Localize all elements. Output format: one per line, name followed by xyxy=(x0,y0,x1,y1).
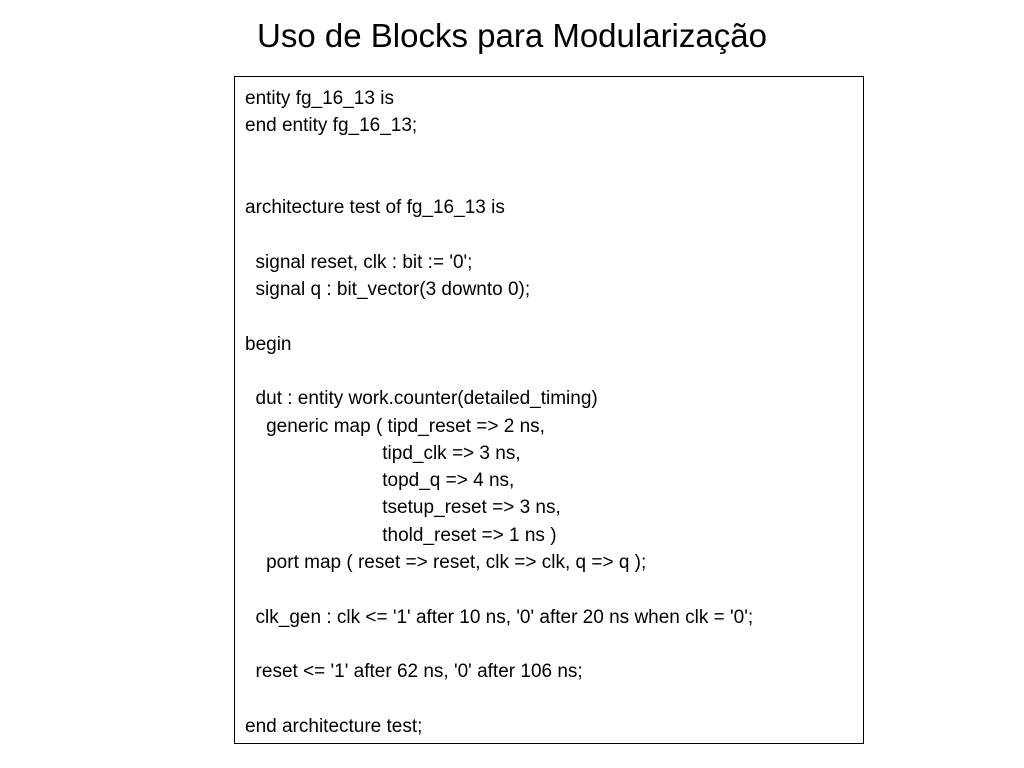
code-line: signal reset, clk : bit := '0'; xyxy=(245,251,473,273)
code-line: reset <= '1' after 62 ns, '0' after 106 ns; xyxy=(245,661,583,683)
code-line xyxy=(245,358,753,385)
code-line xyxy=(245,167,753,194)
code-line: topd_q => 4 ns, xyxy=(245,470,515,492)
code-line: dut : entity work.counter(detailed_timing) xyxy=(245,388,598,410)
code-line: end entity fg_16_13; xyxy=(245,115,418,137)
code-line: generic map ( tipd_reset => 2 ns, xyxy=(245,415,545,437)
code-line: tsetup_reset => 3 ns, xyxy=(245,497,561,519)
code-line: architecture test of fg_16_13 is xyxy=(245,197,505,219)
code-line: thold_reset => 1 ns ) xyxy=(245,524,557,546)
code-line xyxy=(245,221,753,248)
code-line xyxy=(245,631,753,658)
code-line xyxy=(245,576,753,603)
code-line xyxy=(245,686,753,713)
code-line: tipd_clk => 3 ns, xyxy=(245,442,521,464)
code-line: clk_gen : clk <= '1' after 10 ns, '0' after 20 ns when clk = '0'; xyxy=(245,606,754,628)
code-line: end architecture test; xyxy=(245,715,423,737)
code-line xyxy=(245,303,753,330)
code-line: begin xyxy=(245,333,292,355)
code-line xyxy=(245,140,753,167)
code-line: signal q : bit_vector(3 downto 0); xyxy=(245,279,531,301)
code-box xyxy=(234,76,864,744)
code-listing xyxy=(245,85,753,740)
code-line: port map ( reset => reset, clk => clk, q => q ); xyxy=(245,552,647,574)
slide-title: Uso de Blocks para Modularização xyxy=(257,17,767,54)
code-line: entity fg_16_13 is xyxy=(245,88,394,109)
